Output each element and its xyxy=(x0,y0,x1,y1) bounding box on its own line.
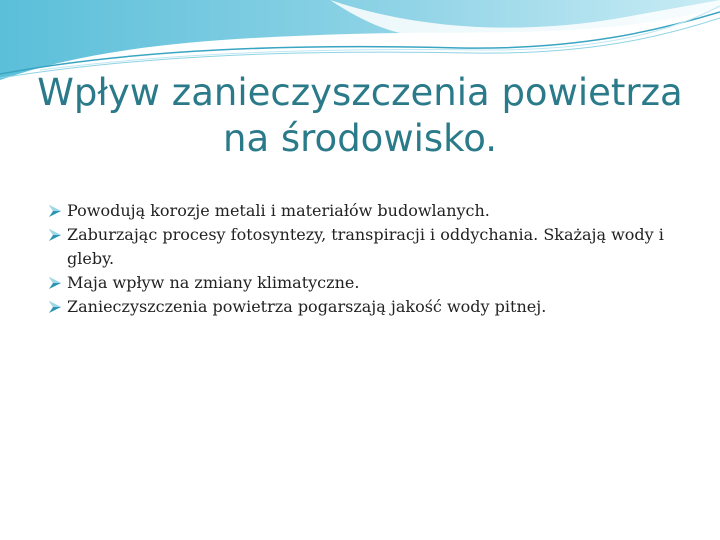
bullet-item xyxy=(48,271,668,295)
title-line: Wpływ zanieczyszczenia powietrza xyxy=(37,71,683,114)
bullet-text: Zaburzając procesy fotosyntezy, transpiracji i oddychania. Skażają wody i gleby. xyxy=(67,225,664,268)
title-line: na środowisko. xyxy=(223,117,497,160)
bullet-text: Maja wpływ na zmiany klimatyczne. xyxy=(67,273,360,292)
arrow-bullet-icon xyxy=(48,300,62,314)
arrow-bullet-icon xyxy=(48,276,62,290)
arrow-bullet-icon xyxy=(48,228,62,242)
page-title xyxy=(20,70,700,162)
bullet-text: Zanieczyszczenia powietrza pogarszają jakość wody pitnej. xyxy=(67,297,547,316)
bullet-item xyxy=(48,223,668,271)
bullet-item xyxy=(48,295,668,319)
bullet-text: Powodują korozje metali i materiałów budowlanych. xyxy=(67,201,490,220)
bullet-item xyxy=(48,199,668,223)
bullet-list xyxy=(48,199,668,319)
arrow-bullet-icon xyxy=(48,204,62,218)
